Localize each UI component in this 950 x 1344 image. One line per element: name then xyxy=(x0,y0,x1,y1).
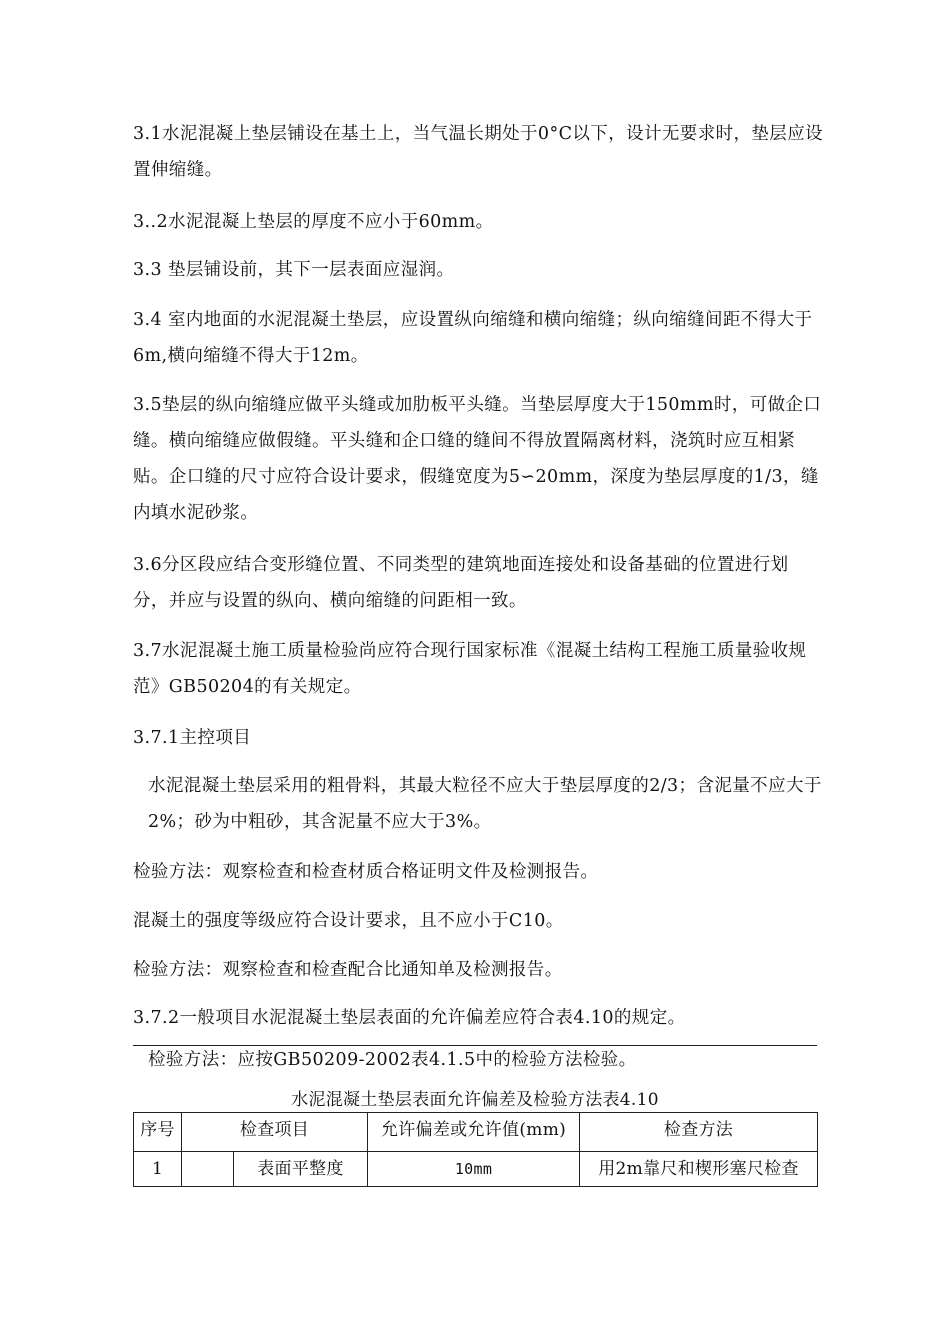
table-row xyxy=(134,1152,818,1187)
paragraph-3-4: 3.4 室内地面的水泥混凝土垫层，应设置纵向缩缝和横向缩缝；纵向缩缝间距不得大于6m,横向缩缝不得大于12m。 xyxy=(133,310,813,366)
cell-seq: 1 xyxy=(134,1152,182,1187)
table-caption: 水泥混凝土垫层表面允许偏差及检验方法表4.10 xyxy=(291,1090,659,1110)
paragraph-inspection-method-1: 检验方法：观察检查和检查材质合格证明文件及检测报告。 xyxy=(133,862,599,882)
paragraph-3-3: 3.3 垫层铺设前，其下一层表面应湿润。 xyxy=(133,260,455,280)
header-seq: 序号 xyxy=(134,1113,182,1152)
header-check-item: 检查项目 xyxy=(182,1113,368,1152)
paragraph-3-5: 3.5垫层的纵向缩缝应做平头缝或加肋板平头缝。当垫层厚度大于150mm时，可做企口缝。横向缩缝应做假缝。平头缝和企口缝的缝间不得放置隔离材料，浇筑时应互相紧贴。企口缝的尺寸应符合设计要求，假缝宽度为5∽20mm，深度为垫层厚度的1/3，缝内填水泥砂浆。 xyxy=(133,395,822,523)
paragraph-3-1: 3.1水泥混凝上垫层铺设在基土上，当气温长期处于0°C以下，设计无要求时，垫层应设置伸缩缝。 xyxy=(133,124,824,180)
paragraph-3-2: 3..2水泥混凝上垫层的厚度不应小于60mm。 xyxy=(133,212,494,232)
paragraph-inspection-method-3: 检验方法：应按GB50209-2002表4.1.5中的检验方法检验。 xyxy=(148,1050,637,1070)
cell-sub xyxy=(182,1152,234,1187)
cell-method: 用2m靠尺和楔形塞尺检查 xyxy=(580,1152,818,1187)
tolerance-table xyxy=(133,1112,818,1187)
header-allowed-value: 允许偏差或允许值(mm) xyxy=(368,1113,580,1152)
paragraph-3-7: 3.7水泥混凝土施工质量检验尚应符合现行国家标准《混凝土结构工程施工质量验收规范》GB50204的有关规定。 xyxy=(133,641,807,697)
table-header-row xyxy=(134,1113,818,1152)
paragraph-3-7-2: 3.7.2一般项目水泥混凝土垫层表面的允许偏差应符合表4.10的规定。 xyxy=(133,1008,686,1028)
cell-item: 表面平整度 xyxy=(234,1152,368,1187)
paragraph-strength-grade: 混凝土的强度等级应符合设计要求，且不应小于C10。 xyxy=(133,911,564,931)
paragraph-inspection-method-2: 检验方法：观察检查和检查配合比通知单及检测报告。 xyxy=(133,960,563,980)
paragraph-coarse-aggregate: 水泥混凝土垫层采用的粗骨料，其最大粒径不应大于垫层厚度的2/3；含泥量不应大于2%；砂为中粗砂，其含泥量不应大于3%。 xyxy=(148,776,822,832)
header-check-method: 检查方法 xyxy=(580,1113,818,1152)
heading-3-7-1: 3.7.1主控项目 xyxy=(133,728,252,748)
cell-value: 10mm xyxy=(368,1152,580,1187)
paragraph-3-6: 3.6分区段应结合变形缝位置、不同类型的建筑地面连接处和设备基础的位置进行划分，并应与设置的纵向、横向缩缝的问距相一致。 xyxy=(133,555,789,611)
